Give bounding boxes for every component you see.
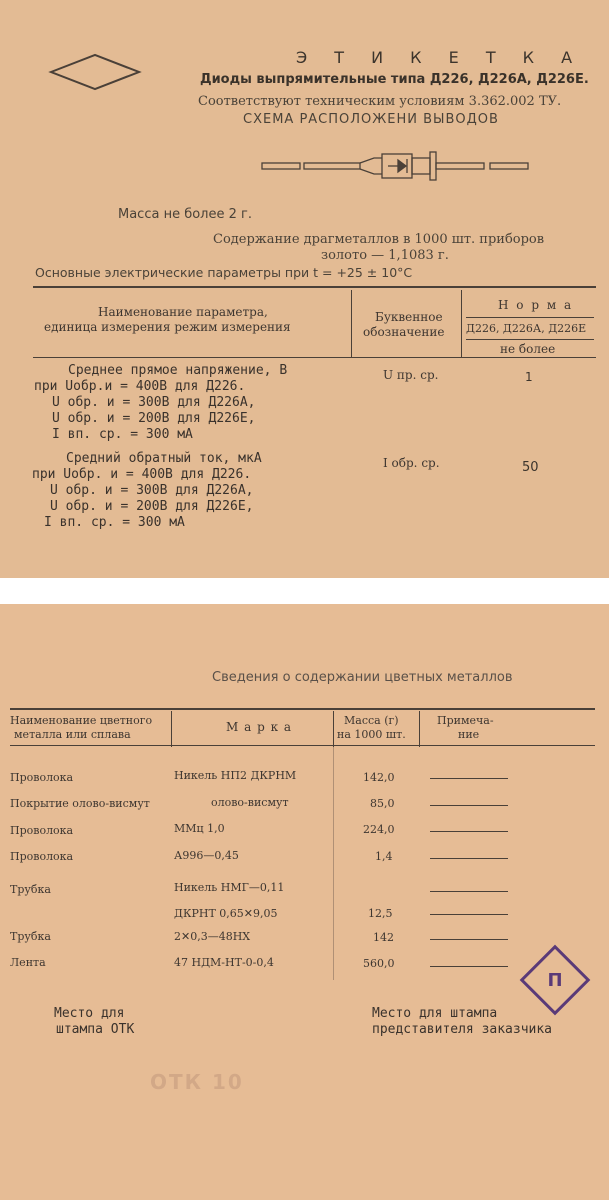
metals-table-divider — [419, 711, 420, 747]
norm-limit: не более — [500, 342, 556, 356]
metals-heading: Сведения о содержании цветных металлов — [212, 670, 513, 685]
param-row-1-line2: при Uобр.и = 400В для Д226. — [34, 379, 246, 394]
metals-row-mass: 142 — [373, 931, 394, 944]
customer-stamp-place-line1: Место для штампа — [372, 1006, 498, 1021]
metals-row-note-blank — [430, 831, 508, 832]
label-sheet-bottom — [0, 604, 609, 1200]
metals-row-name: Проволока — [10, 771, 74, 784]
gold-content: золото — 1,1083 г. — [321, 248, 449, 263]
metals-row-note-blank — [430, 778, 508, 779]
otk-stamp: ОТК 10 — [150, 1070, 244, 1094]
metals-row-mass: 560,0 — [363, 957, 395, 970]
param-row-2-symbol: I обр. ср. — [383, 456, 440, 470]
spec-line: Соответствуют техническим условиям 3.362.002 ТУ. — [198, 94, 562, 109]
metals-row-grade: Никель НМГ—0,11 — [174, 881, 285, 894]
otk-stamp-place-line1: Место для — [54, 1006, 125, 1021]
customer-stamp-place-line2: представителя заказчика — [372, 1022, 553, 1037]
metals-header-note-2: ние — [458, 728, 480, 741]
metals-row-note-blank — [430, 858, 508, 859]
customer-stamp: П — [547, 969, 563, 991]
param-row-2-line2: при Uобр. и = 400В для Д226. — [32, 467, 252, 482]
metals-row-mass: 142,0 — [363, 771, 395, 784]
param-row-2-value: 50 — [522, 460, 539, 475]
param-name-header-line2: единица измерения режим измерения — [44, 320, 291, 334]
param-row-2-line3: U обр. и = 300В для Д226А, — [50, 483, 254, 498]
param-row-2-line4: U обр. и = 200В для Д226Е, — [50, 499, 254, 514]
metals-row-note-blank — [430, 914, 508, 915]
metals-table-divider — [333, 747, 334, 980]
metals-row-name: Проволока — [10, 824, 74, 837]
mass-line: Масса не более 2 г. — [118, 207, 252, 222]
params-norm-rule — [466, 339, 594, 340]
params-table-divider — [461, 290, 462, 358]
diode-types: Диоды выпрямительные типа Д226, Д226А, Д226Е. — [200, 72, 589, 87]
param-row-2-line5: I вп. ср. = 300 мА — [44, 515, 185, 530]
param-row-1-line3: U обр. и = 300В для Д226А, — [52, 395, 256, 410]
metals-row-grade: ДКРНТ 0,65✕9,05 — [174, 907, 278, 920]
metals-table-divider — [333, 711, 334, 747]
scheme-heading: СХЕМА РАСПОЛОЖЕНИ ВЫВОДОВ — [243, 112, 499, 127]
metals-table-divider — [171, 711, 172, 747]
metals-table-top-rule — [10, 708, 595, 710]
param-row-1-symbol: U пр. ср. — [383, 368, 439, 382]
metals-header-grade: М а р к а — [226, 720, 293, 734]
metals-row-grade: А996—0,45 — [174, 849, 239, 862]
param-row-1-value: 1 — [525, 370, 533, 384]
diode-pinout-diagram — [258, 146, 548, 190]
param-row-1-line4: U обр. и = 200В для Д226Е, — [52, 411, 256, 426]
metals-row-grade: 2✕0,3—48НХ — [174, 930, 251, 943]
param-name-header-line1: Наименование параметра, — [98, 305, 268, 319]
param-symbol-header-line2: обозначение — [363, 325, 445, 339]
params-table-top-rule — [33, 286, 596, 288]
params-table-header-rule — [33, 357, 596, 358]
norm-header: Н о р м а — [498, 298, 574, 312]
param-row-1-line1: Среднее прямое напряжение, В — [68, 363, 288, 378]
metals-row-name: Проволока — [10, 850, 74, 863]
metals-row-name: Покрытие олово-висмут — [10, 797, 150, 810]
label-title: Э Т И К Е Т К А — [296, 48, 584, 67]
metals-header-mass-2: на 1000 шт. — [337, 728, 406, 741]
params-table-divider — [351, 290, 352, 358]
metals-header-name-2: металла или сплава — [14, 728, 131, 741]
metals-row-mass: 224,0 — [363, 823, 395, 836]
param-row-2-line1: Средний обратный ток, мкА — [66, 451, 262, 466]
metals-row-note-blank — [430, 966, 508, 967]
metals-row-grade: Никель НП2 ДКРНМ — [174, 769, 297, 782]
params-heading: Основные электрические параметры при t = +25 ± 10°C — [35, 265, 413, 280]
metals-table-header-rule — [10, 745, 595, 746]
metals-header-name-1: Наименование цветного — [10, 714, 153, 727]
metals-row-name: Трубка — [10, 930, 51, 943]
metals-row-note-blank — [430, 805, 508, 806]
label-sheet-top — [0, 0, 609, 578]
metals-row-name: Лента — [10, 956, 46, 969]
metals-row-name: Трубка — [10, 883, 51, 896]
metals-header-note-1: Примеча- — [437, 714, 494, 727]
metals-row-grade: 47 НДМ-НТ-0-0,4 — [174, 956, 274, 969]
metals-row-mass: 12,5 — [368, 907, 393, 920]
param-row-1-line5: I вп. ср. = 300 мА — [52, 427, 193, 442]
metals-row-note-blank — [430, 891, 508, 892]
norm-types: Д226, Д226А, Д226Е — [466, 322, 587, 335]
params-norm-rule — [466, 317, 594, 318]
metals-row-note-blank — [430, 939, 508, 940]
sheet-gap — [0, 578, 609, 604]
precious-metals-line: Содержание драгметаллов в 1000 шт. приборов — [213, 232, 545, 247]
metals-row-grade: ММц 1,0 — [174, 822, 225, 835]
otk-stamp-place-line2: штампа ОТК — [56, 1022, 135, 1037]
param-symbol-header-line1: Буквенное — [375, 310, 443, 324]
metals-header-mass-1: Масса (г) — [344, 714, 399, 727]
diamond-mark-icon — [48, 52, 142, 92]
metals-row-mass: 85,0 — [370, 797, 395, 810]
metals-row-mass: 1,4 — [375, 850, 393, 863]
metals-row-grade: олово-висмут — [211, 796, 289, 809]
